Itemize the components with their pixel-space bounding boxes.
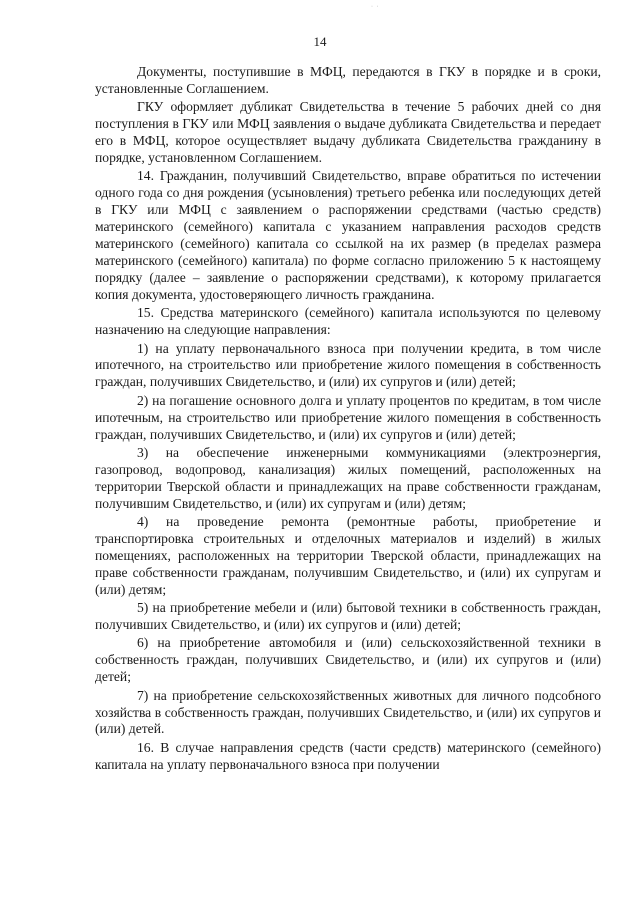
list-item-2: 2) на погашение основного долга и уплату процентов по кредитам, в том числе ипотечным, на строительство или приобретение жилого помещения в собственность граждан, получивших Свидетельство, и (или) их супругов и (или) детей; <box>95 392 601 442</box>
paragraph-documents-transfer: Документы, поступившие в МФЦ, передаются в ГКУ в порядке и в сроки, установленные Соглашением. <box>95 64 601 96</box>
list-item-3: 3) на обеспечение инженерными коммуникациями (электроэнергия, газопровод, водопровод, канализация) жилых помещений, расположенных на территории Тверской области и принадлежащих на праве собственности гражданам, получившим Свидетельство, и (или) их супругам и (или) детям; <box>95 444 601 511</box>
list-item-7: 7) на приобретение сельскохозяйственных животных для личного подсобного хозяйства в собственность граждан, получивших Свидетельство, и (или) их супругов и (или) детей. <box>95 687 601 737</box>
paragraph-14: 14. Гражданин, получивший Свидетельство, вправе обратиться по истечении одного года со дня рождения (усыновления) третьего ребенка или последующих детей в ГКУ или МФЦ с заявлением о распоряжении средствами (частью средств) материнского (семейного) капитала с указанием направления расходов средств материнского (семейного) капитала со ссылкой на их размер (в пределах размера материнского (семейного) капитала) по форме согласно приложению 5 к настоящему порядку (далее – заявление о распоряжении средствами), к которому прилагается копия документа, удостоверяющего личность гражданина. <box>95 168 601 302</box>
list-item-4: 4) на проведение ремонта (ремонтные работы, приобретение и транспортировка строительных и отделочных материалов и изделий) в жилых помещениях, расположенных на территории Тверской области, принадлежащих на праве собственности гражданам, получившим Свидетельство, и (или) их супругам и (или) детям; <box>95 514 601 597</box>
paragraph-16: 16. В случае направления средств (части средств) материнского (семейного) капитала на уплату первоначального взноса при получении <box>95 739 601 772</box>
paragraph-duplicate: ГКУ оформляет дубликат Свидетельства в течение 5 рабочих дней со дня поступления в ГКУ или МФЦ заявления о выдаче дубликата Свидетельства и передает его в МФЦ, которое осуществляет выдачу дубликата Свидетельства гражданину в порядке, установленном Соглашением. <box>95 99 601 166</box>
list-item-6: 6) на приобретение автомобиля и (или) сельскохозяйственной техники в собственность граждан, получивших Свидетельство, и (или) их супругов и (или) детей; <box>95 635 601 685</box>
list-item-5: 5) на приобретение мебели и (или) бытовой техники в собственность граждан, получивших Свидетельство, и (или) их супругов и (или) детей; <box>95 600 601 632</box>
document-body <box>95 64 601 775</box>
scan-speck: · · <box>371 4 380 10</box>
page-number: 14 <box>313 34 327 49</box>
list-item-1: 1) на уплату первоначального взноса при получении кредита, в том числе ипотечного, на строительство или приобретение жилого помещения в собственность граждан, получивших Свидетельство, и (или) их супругов и (или) детей; <box>95 340 601 390</box>
paragraph-15: 15. Средства материнского (семейного) капитала используются по целевому назначению на следующие направления: <box>95 305 601 338</box>
